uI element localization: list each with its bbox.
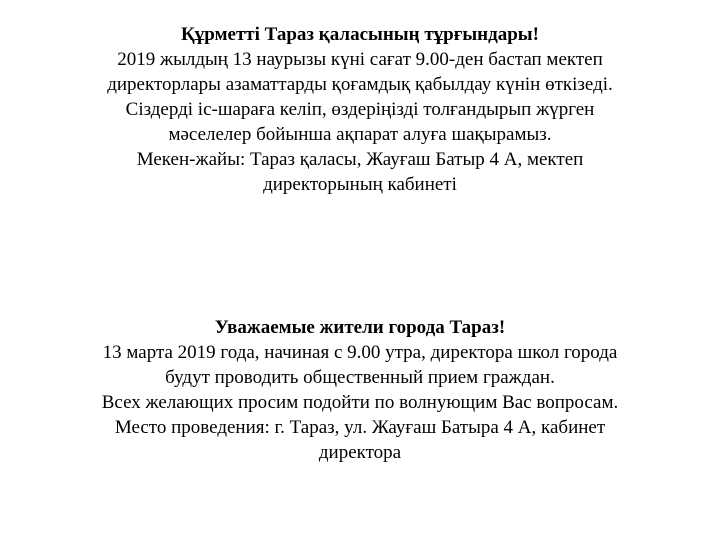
notice-russian-line: директора xyxy=(318,442,402,463)
notice-russian xyxy=(0,315,720,465)
notice-kazakh-heading: Құрметті Тараз қаласының тұрғындары! xyxy=(181,24,539,45)
notice-kazakh xyxy=(0,22,720,197)
notice-russian-line: Место проведения: г. Тараз, ул. Жауғаш Батыра 4 А, кабинет xyxy=(114,417,606,438)
notice-russian-heading: Уважаемые жители города Тараз! xyxy=(214,317,506,338)
notice-kazakh-line: Сіздерді іс-шараға келіп, өздеріңізді толғандырып жүрген xyxy=(125,99,595,120)
notice-kazakh-line: 2019 жылдың 13 наурызы күні сағат 9.00-ден бастап мектеп xyxy=(117,49,603,70)
notice-russian-line: Всех желающих просим подойти по волнующим Вас вопросам. xyxy=(101,392,619,413)
notice-kazakh-line: директорының кабинеті xyxy=(263,174,457,195)
notice-russian-line: 13 марта 2019 года, начиная с 9.00 утра, директора школ города xyxy=(102,342,618,363)
notice-kazakh-line: Мекен-жайы: Тараз қаласы, Жауғаш Батыр 4 А, мектеп xyxy=(136,149,584,170)
notice-kazakh-line: директорлары азаматтарды қоғамдық қабылдау күнін өткізеді. xyxy=(107,74,613,95)
notice-kazakh-line: мәселелер бойынша ақпарат алуға шақырамыз. xyxy=(168,124,552,145)
notice-russian-line: будут проводить общественный прием граждан. xyxy=(165,367,555,388)
